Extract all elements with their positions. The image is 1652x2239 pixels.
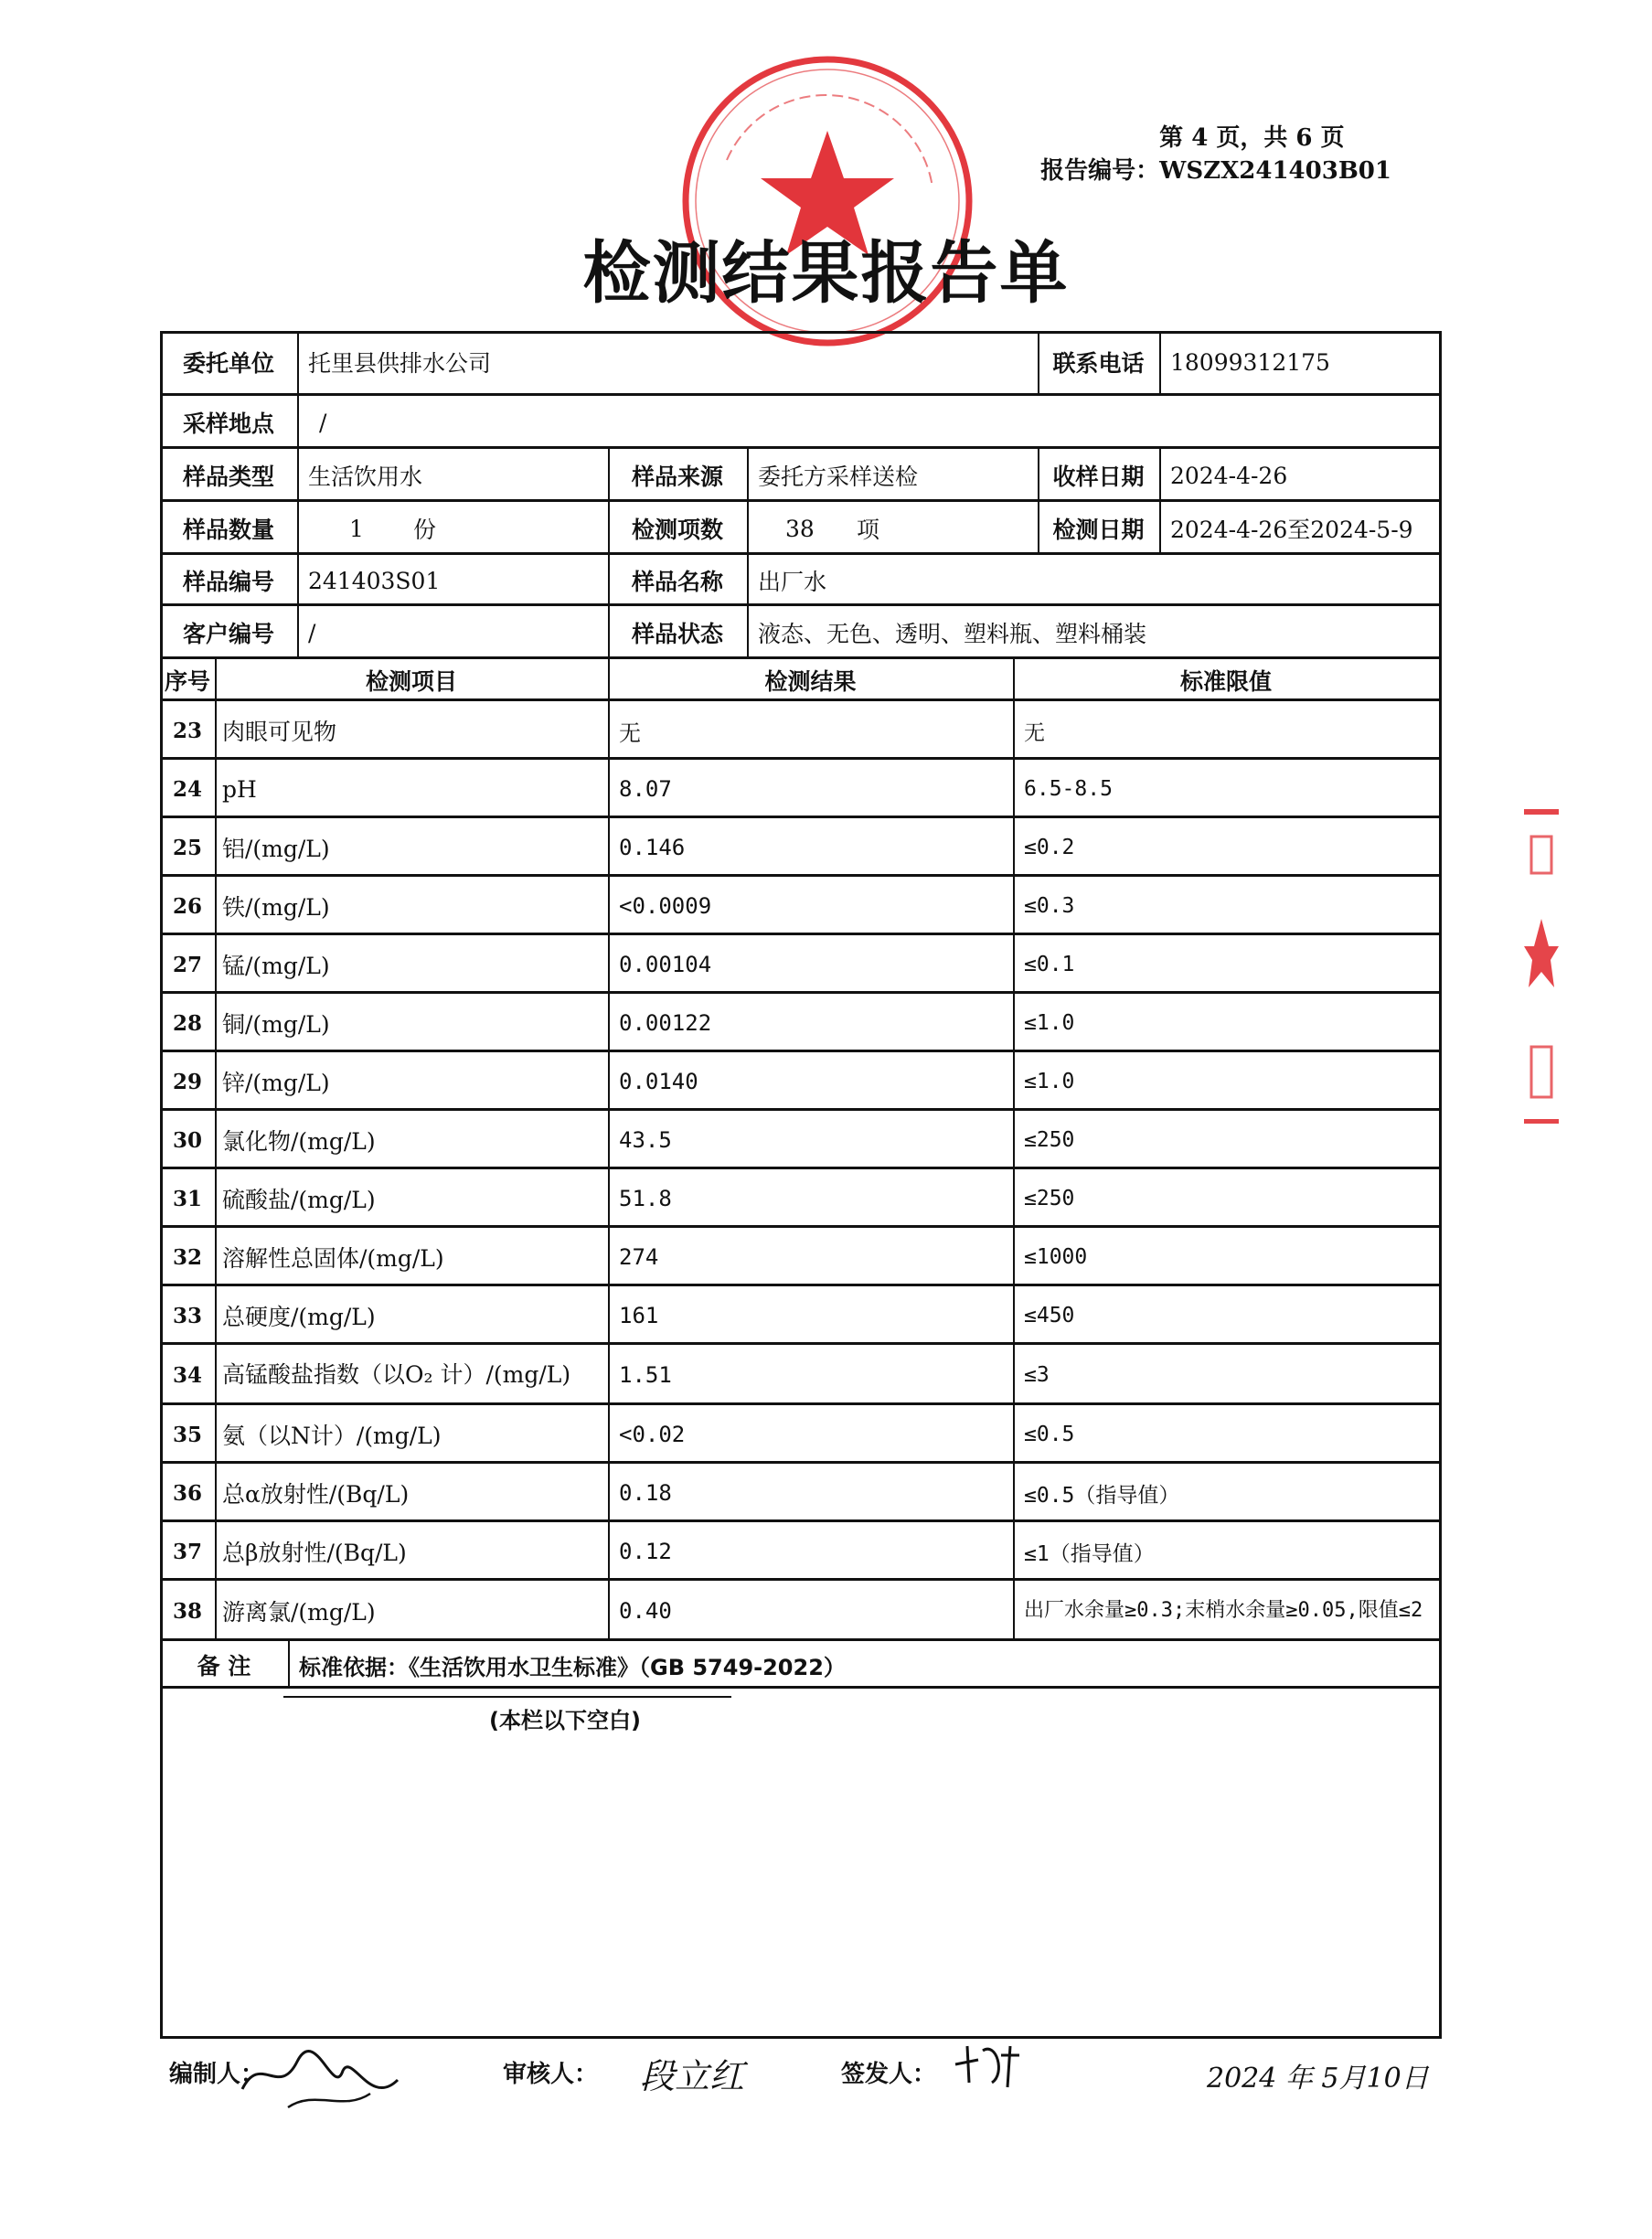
issuer-label: 签发人： bbox=[841, 2061, 937, 2088]
row-result: 51.8 bbox=[619, 1186, 672, 1211]
row-limit: ≤250 bbox=[1024, 1128, 1075, 1152]
col-no-header: 序号 bbox=[164, 668, 210, 695]
col-item-header: 检测项目 bbox=[365, 668, 457, 695]
row-limit: ≤1000 bbox=[1024, 1245, 1088, 1269]
col-result-header: 检测结果 bbox=[764, 668, 857, 695]
col-limit-header: 标准限值 bbox=[1179, 668, 1272, 695]
row-item: 锰/(mg/L) bbox=[222, 953, 330, 979]
row-limit: ≤250 bbox=[1024, 1187, 1075, 1210]
row-limit: ≤0.5 bbox=[1024, 1423, 1075, 1446]
qty-label: 样品数量 bbox=[182, 517, 274, 543]
row-number: 34 bbox=[172, 1362, 202, 1388]
row-limit: ≤1（指导值） bbox=[1024, 1541, 1155, 1566]
info-row-qty bbox=[160, 499, 1442, 555]
row-number: 37 bbox=[172, 1539, 202, 1564]
row-item: 氨（以N计）/(mg/L) bbox=[222, 1423, 442, 1449]
blank-divider bbox=[283, 1696, 731, 1698]
table-row bbox=[160, 991, 1442, 1052]
qty-value: 1 bbox=[349, 515, 364, 542]
compiler-label: 编制人： bbox=[169, 2061, 265, 2088]
row-item: 总硬度/(mg/L) bbox=[222, 1304, 376, 1330]
report-title: 检测结果报告单 bbox=[582, 234, 1070, 313]
info-row-sample-no bbox=[160, 552, 1442, 606]
row-result: <0.02 bbox=[619, 1422, 686, 1447]
sample-no-value: 241403S01 bbox=[308, 567, 441, 594]
test-date-label: 检测日期 bbox=[1052, 517, 1145, 543]
items-count-unit: 项 bbox=[857, 517, 880, 543]
row-item: 氯化物/(mg/L) bbox=[222, 1128, 376, 1155]
row-number: 28 bbox=[172, 1010, 202, 1036]
row-limit: ≤0.5（指导值） bbox=[1024, 1483, 1180, 1508]
row-limit: 出厂水余量≥0.3;末梢水余量≥0.05,限值≤2 bbox=[1024, 1599, 1423, 1622]
row-limit: 无 bbox=[1024, 720, 1045, 745]
row-number: 38 bbox=[172, 1598, 202, 1624]
sample-state-label: 样品状态 bbox=[631, 621, 723, 647]
issue-date: 2024 年 5月10日 bbox=[1207, 2063, 1429, 2095]
row-number: 27 bbox=[172, 952, 202, 977]
row-item: 铝/(mg/L) bbox=[222, 836, 330, 862]
row-number: 23 bbox=[172, 718, 202, 743]
source-label: 样品来源 bbox=[631, 464, 723, 490]
table-row bbox=[160, 1284, 1442, 1345]
row-result: 0.00104 bbox=[619, 952, 712, 977]
table-row bbox=[160, 1578, 1442, 1641]
compiler-signature bbox=[233, 2034, 407, 2116]
table-row bbox=[160, 1225, 1442, 1286]
type-label: 样品类型 bbox=[182, 464, 274, 490]
reviewer-signature: 段立红 bbox=[640, 2056, 745, 2096]
row-result: 0.18 bbox=[619, 1480, 672, 1506]
info-row-client bbox=[160, 331, 1442, 393]
sample-name-value: 出厂水 bbox=[758, 569, 827, 595]
page-number: 第 4 页，共 6 页 bbox=[1159, 124, 1345, 152]
table-row bbox=[160, 933, 1442, 994]
row-number: 35 bbox=[172, 1422, 202, 1447]
row-result: 161 bbox=[619, 1303, 659, 1328]
row-item: 高锰酸盐指数（以O₂ 计）/(mg/L) bbox=[222, 1361, 571, 1388]
row-limit: ≤0.2 bbox=[1024, 836, 1075, 859]
issuer-signature bbox=[951, 2037, 1024, 2092]
row-limit: ≤0.3 bbox=[1024, 894, 1075, 918]
row-item: 铜/(mg/L) bbox=[222, 1011, 330, 1038]
customer-no-label: 客户编号 bbox=[182, 621, 274, 647]
site-value: / bbox=[319, 409, 327, 436]
row-limit: 6.5-8.5 bbox=[1024, 777, 1113, 801]
row-number: 31 bbox=[172, 1186, 202, 1211]
report-number-label: 报告编号： bbox=[1040, 157, 1160, 185]
row-result: 0.146 bbox=[619, 835, 686, 860]
info-row-customer bbox=[160, 603, 1442, 659]
row-item: 游离氯/(mg/L) bbox=[222, 1599, 376, 1626]
row-result: <0.0009 bbox=[619, 893, 712, 919]
client-label: 委托单位 bbox=[182, 350, 274, 377]
type-value: 生活饮用水 bbox=[308, 464, 423, 490]
table-row bbox=[160, 874, 1442, 935]
row-item: 锌/(mg/L) bbox=[222, 1070, 330, 1096]
table-row bbox=[160, 1402, 1442, 1464]
row-number: 32 bbox=[172, 1244, 202, 1270]
table-row bbox=[160, 1519, 1442, 1581]
row-number: 25 bbox=[172, 835, 202, 860]
items-count-value: 38 bbox=[785, 515, 815, 542]
table-row bbox=[160, 816, 1442, 877]
row-result: 0.00122 bbox=[619, 1010, 712, 1036]
info-row-type bbox=[160, 446, 1442, 502]
row-number: 36 bbox=[172, 1480, 202, 1506]
table-row bbox=[160, 1050, 1442, 1111]
table-row bbox=[160, 1167, 1442, 1228]
row-limit: ≤1.0 bbox=[1024, 1070, 1075, 1093]
row-limit: ≤450 bbox=[1024, 1304, 1075, 1327]
row-result: 0.12 bbox=[619, 1539, 672, 1564]
row-result: 274 bbox=[619, 1244, 659, 1270]
info-row-site bbox=[160, 393, 1442, 449]
page-info bbox=[1040, 122, 1391, 187]
row-result: 8.07 bbox=[619, 776, 672, 802]
report-number-value: WSZX241403B01 bbox=[1159, 157, 1391, 185]
row-item: 总β放射性/(Bq/L) bbox=[222, 1540, 407, 1566]
sample-name-label: 样品名称 bbox=[631, 569, 723, 595]
row-result: 1.51 bbox=[619, 1362, 672, 1388]
row-number: 33 bbox=[172, 1303, 202, 1328]
table-row bbox=[160, 757, 1442, 818]
row-number: 26 bbox=[172, 893, 202, 919]
row-number: 29 bbox=[172, 1069, 202, 1094]
side-seal-fragment bbox=[1522, 809, 1561, 1125]
row-limit: ≤3 bbox=[1024, 1363, 1050, 1387]
row-item: 溶解性总固体/(mg/L) bbox=[222, 1245, 444, 1272]
table-row bbox=[160, 1461, 1442, 1522]
site-label: 采样地点 bbox=[182, 410, 274, 437]
remarks-row bbox=[160, 1638, 1442, 1689]
report-number bbox=[1040, 155, 1391, 187]
table-row bbox=[160, 1108, 1442, 1169]
table-row bbox=[160, 1342, 1442, 1405]
row-item: 铁/(mg/L) bbox=[222, 894, 330, 921]
row-limit: ≤1.0 bbox=[1024, 1011, 1075, 1035]
row-item: 总α放射性/(Bq/L) bbox=[222, 1481, 410, 1508]
row-result: 0.0140 bbox=[619, 1069, 698, 1094]
results-header-row bbox=[160, 656, 1442, 701]
recv-date-value: 2024-4-26 bbox=[1170, 462, 1288, 489]
row-result: 无 bbox=[619, 720, 641, 746]
row-number: 24 bbox=[172, 776, 202, 802]
row-result: 0.40 bbox=[619, 1598, 672, 1624]
row-item: pH bbox=[222, 775, 257, 803]
row-item: 硫酸盐/(mg/L) bbox=[222, 1187, 376, 1213]
phone-value: 18099312175 bbox=[1170, 348, 1330, 376]
row-result: 43.5 bbox=[619, 1127, 672, 1153]
row-number: 30 bbox=[172, 1127, 202, 1153]
phone-label: 联系电话 bbox=[1052, 350, 1145, 377]
row-limit: ≤0.1 bbox=[1024, 953, 1075, 976]
client-value: 托里县供排水公司 bbox=[308, 350, 492, 377]
recv-date-label: 收样日期 bbox=[1052, 464, 1145, 490]
customer-no-value: / bbox=[308, 619, 316, 646]
row-item: 肉眼可见物 bbox=[222, 719, 337, 745]
blank-note: (本栏以下空白) bbox=[489, 1708, 641, 1733]
remarks-label: 备 注 bbox=[197, 1653, 251, 1679]
qty-unit: 份 bbox=[413, 517, 437, 543]
items-count-label: 检测项数 bbox=[631, 517, 723, 543]
source-value: 委托方采样送检 bbox=[758, 464, 919, 490]
sample-no-label: 样品编号 bbox=[182, 569, 274, 595]
remarks-text: 标准依据：《生活饮用水卫生标准》（GB 5749-2022） bbox=[299, 1654, 846, 1680]
sample-state-value: 液态、无色、透明、塑料瓶、塑料桶装 bbox=[758, 621, 1147, 647]
test-date-value: 2024-4-26至2024-5-9 bbox=[1170, 517, 1413, 543]
table-row bbox=[160, 698, 1442, 760]
reviewer-label: 审核人： bbox=[503, 2061, 599, 2088]
